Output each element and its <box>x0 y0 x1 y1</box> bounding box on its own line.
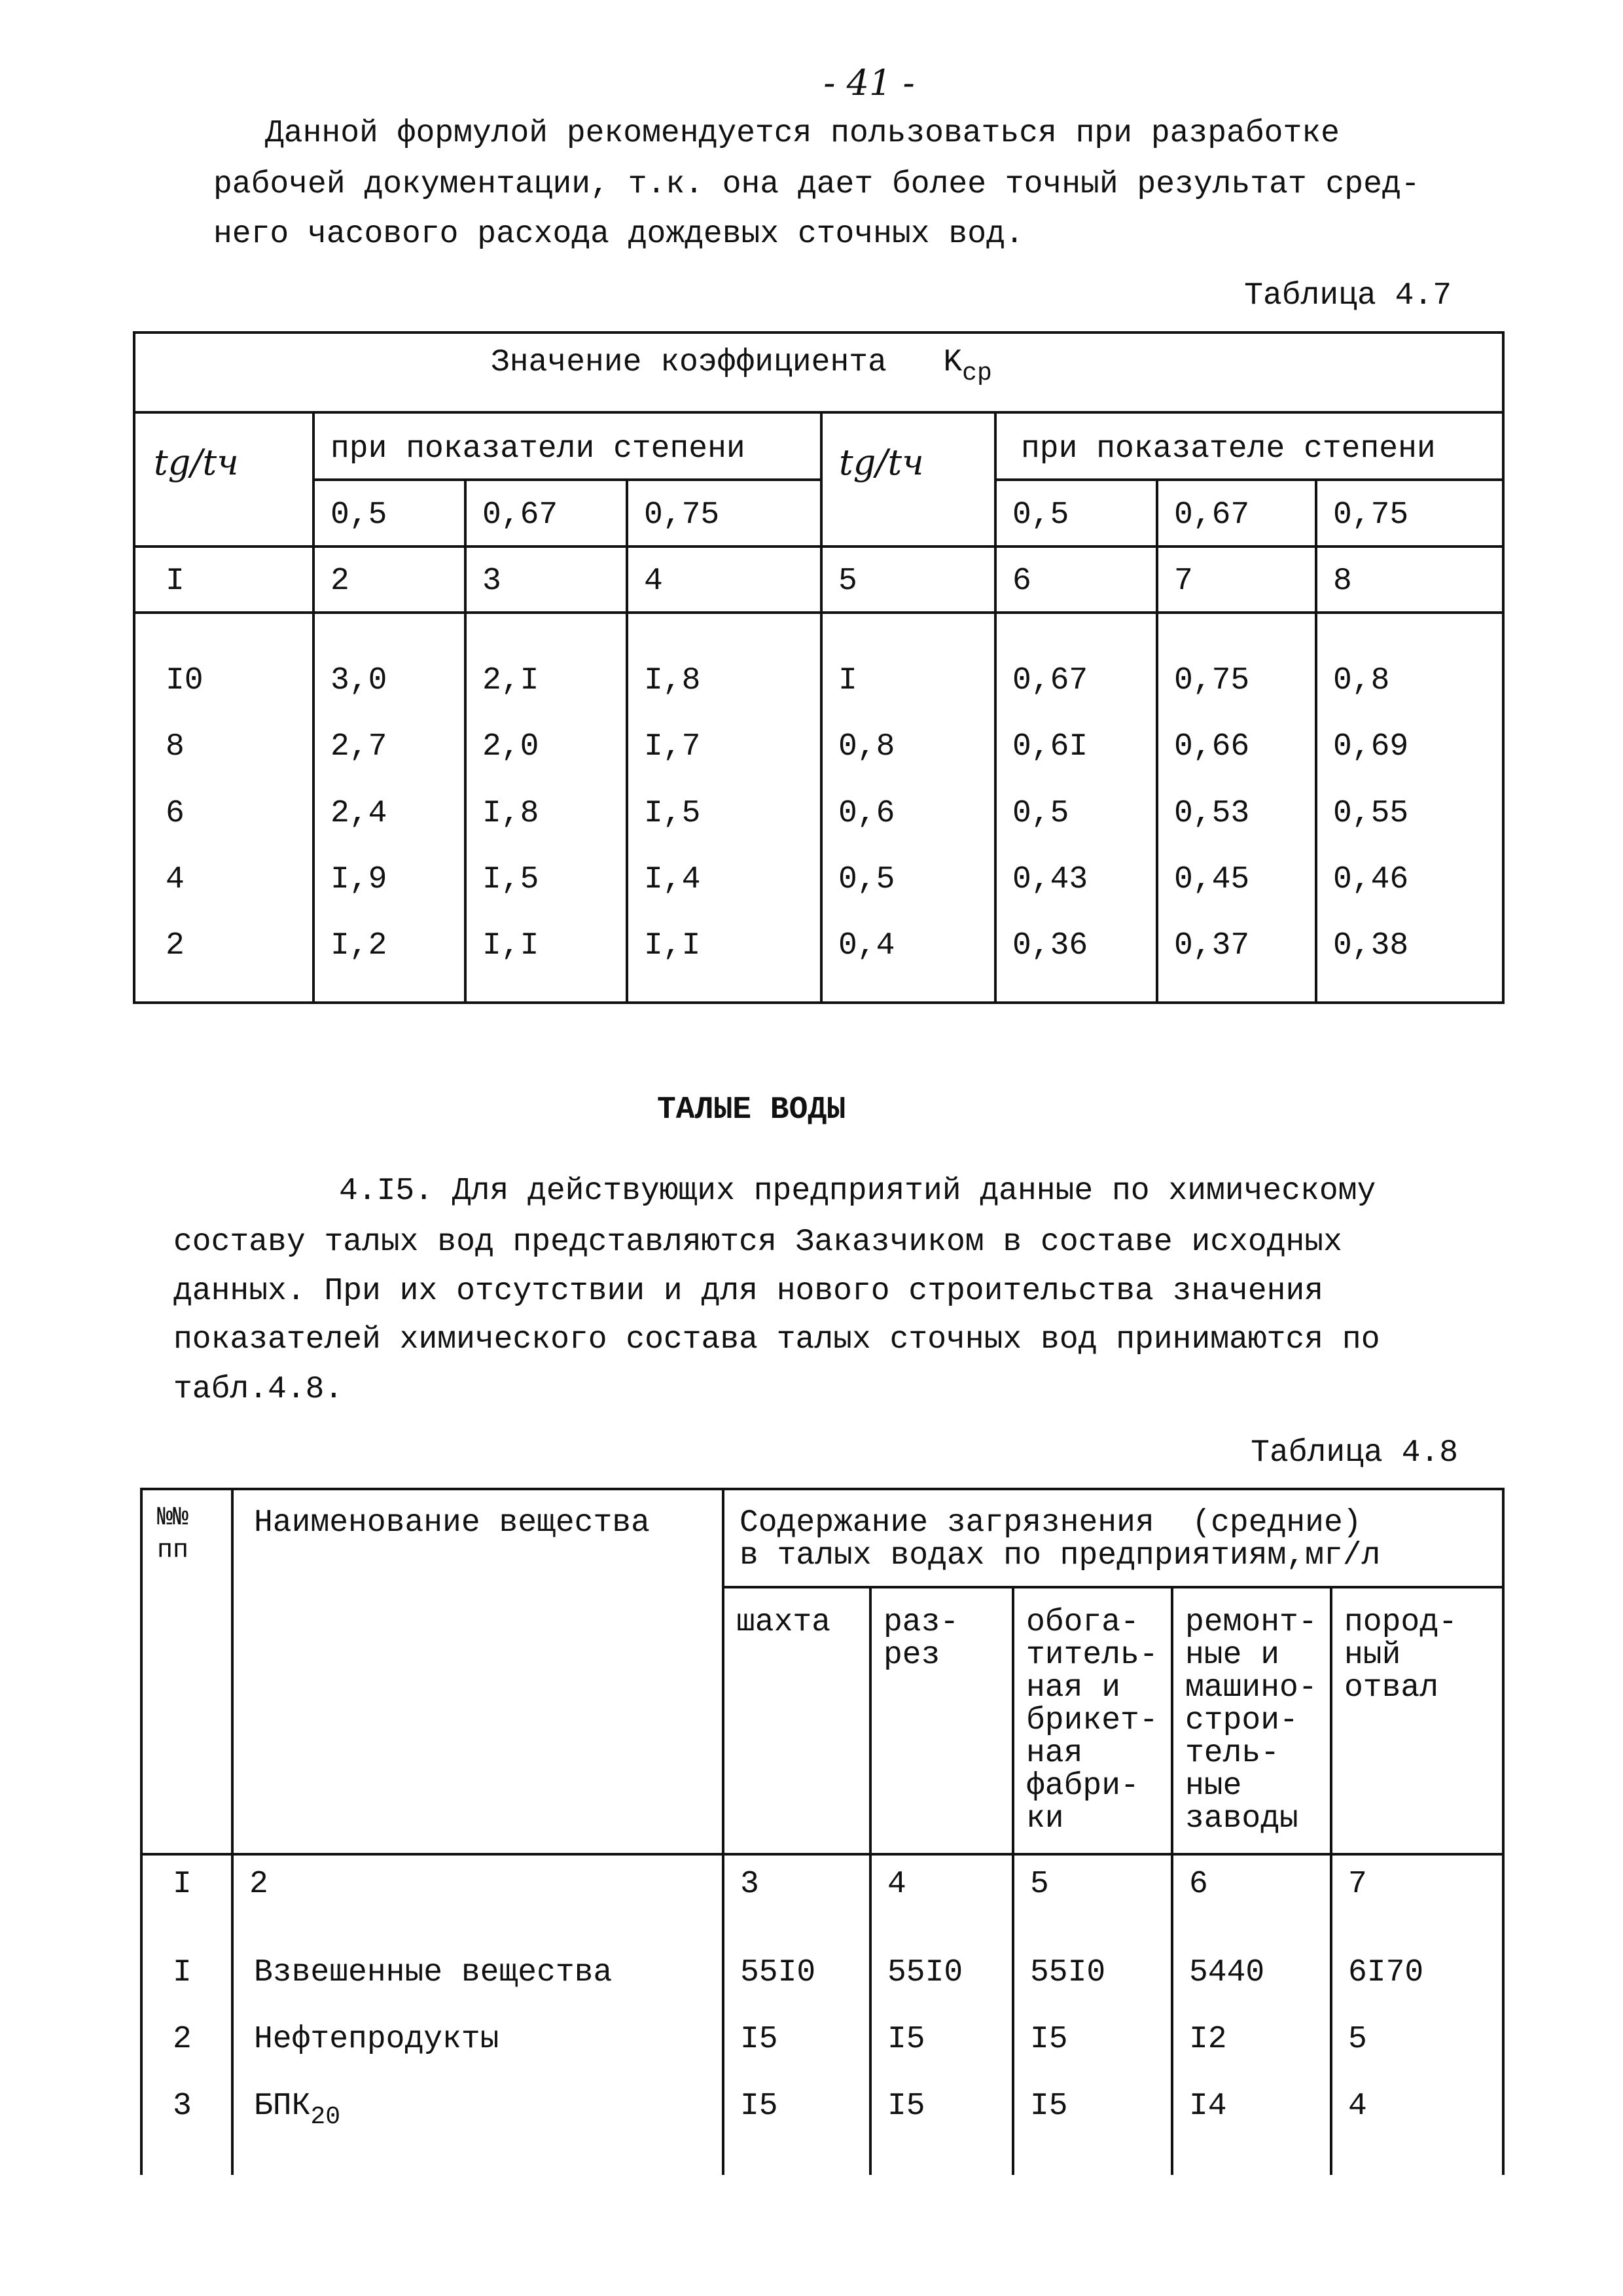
table-border-right <box>1502 1488 1505 2175</box>
table-cell: I5 <box>1030 2022 1068 2057</box>
column-number: 3 <box>740 1867 759 1902</box>
column-line <box>1330 1586 1332 2175</box>
paragraph-line: 4.I5. Для действующих предприятий данные по химическому <box>339 1174 1376 1209</box>
table-cell: 2,7 <box>330 729 387 764</box>
enterprise-header: ная <box>1026 1736 1083 1771</box>
table-cell: 0,46 <box>1333 862 1409 897</box>
table-line <box>994 478 1505 481</box>
table-cell: 0,5 <box>1012 796 1069 831</box>
exponent-header-right: при показателе степени <box>1021 431 1436 467</box>
enterprise-header: ные и <box>1185 1638 1280 1673</box>
table-cell: I,I <box>644 928 701 963</box>
substance-label: БПК <box>254 2089 311 2124</box>
table-cell: 0,4 <box>838 928 895 963</box>
name-header: Наименование вещества <box>254 1505 650 1541</box>
table-cell: 0,53 <box>1174 796 1250 831</box>
exponent-value: 0,67 <box>482 497 558 533</box>
substance-name <box>254 2024 499 2055</box>
row-number: I <box>173 1955 192 1990</box>
table-line <box>133 411 1505 414</box>
table-cell: 3,0 <box>330 663 387 698</box>
table-cell: 5 <box>1348 2022 1367 2057</box>
table-cell: I,I <box>482 928 539 963</box>
column-line <box>1156 478 1158 1001</box>
table-cell: 0,38 <box>1333 928 1409 963</box>
column-number: 6 <box>1189 1867 1208 1902</box>
table-cell: I <box>838 663 857 698</box>
table-cell: I,7 <box>644 729 701 764</box>
table-cell: 0,36 <box>1012 928 1088 963</box>
substance-name <box>254 2090 340 2130</box>
table-cell: I5 <box>1030 2089 1068 2124</box>
content-header: Содержание загрязнения (средние) <box>740 1505 1362 1541</box>
table-cell: 0,8 <box>838 729 895 764</box>
enterprise-header: ный <box>1344 1638 1401 1673</box>
column-number: 3 <box>482 564 501 599</box>
table-cell: 0,6I <box>1012 729 1088 764</box>
table-cell: I,9 <box>330 862 387 897</box>
exponent-value: 0,5 <box>1012 497 1069 533</box>
enterprise-header: раз- <box>883 1605 959 1640</box>
table-cell: 2,0 <box>482 729 539 764</box>
table-cell: 0,55 <box>1333 796 1409 831</box>
table-border-left <box>133 331 135 1004</box>
paragraph-line: табл.4.8. <box>173 1372 344 1407</box>
table-cell: 5440 <box>1189 1955 1265 1990</box>
substance-name <box>254 1957 612 1988</box>
column-number: 4 <box>644 564 663 599</box>
number-header: пп <box>157 1536 189 1566</box>
table-cell: 0,66 <box>1174 729 1250 764</box>
enterprise-header: пород- <box>1344 1605 1457 1640</box>
column-number: 6 <box>1012 564 1031 599</box>
enterprise-header: ки <box>1026 1801 1064 1837</box>
table-cell: I2 <box>1189 2022 1227 2057</box>
enterprise-header: ная и <box>1026 1670 1121 1706</box>
table-border-top <box>133 331 1505 334</box>
enterprise-header: ремонт- <box>1185 1605 1317 1640</box>
table-line <box>312 478 820 481</box>
table-border-bottom <box>133 1001 1505 1004</box>
column-number: 5 <box>838 564 857 599</box>
table-border-right <box>1502 331 1505 1004</box>
table-cell: 6I70 <box>1348 1955 1424 1990</box>
substance-subscript: 20 <box>310 2103 341 2131</box>
table-cell: I,8 <box>644 663 701 698</box>
table-cell: 0,5 <box>838 862 895 897</box>
number-header: №№ <box>157 1503 189 1533</box>
table-cell: I5 <box>740 2089 778 2124</box>
content-header: в талых водах по предприятиям,мг/л <box>740 1538 1381 1573</box>
table-cell: 2 <box>166 928 185 963</box>
enterprise-header: заводы <box>1185 1801 1298 1837</box>
table-cell: I5 <box>740 2022 778 2057</box>
table-cell: I,5 <box>482 862 539 897</box>
table-line <box>133 611 1505 614</box>
column-number: 2 <box>249 1867 268 1902</box>
enterprise-header: шахта <box>736 1605 831 1640</box>
paragraph-line: Данной формулой рекомендуется пользоваться при разработке <box>265 116 1340 151</box>
enterprise-header: фабри- <box>1026 1768 1139 1804</box>
column-line <box>994 411 997 1001</box>
column-line <box>820 411 823 1001</box>
table-cell: 6 <box>166 796 185 831</box>
table-4-7-caption: Таблица 4.7 <box>1244 278 1452 314</box>
table-cell: I0 <box>166 663 204 698</box>
column-line <box>1171 1586 1173 2175</box>
table-cell: I,4 <box>644 862 701 897</box>
table-cell: 4 <box>1348 2089 1367 2124</box>
table-cell: 0,45 <box>1174 862 1250 897</box>
table-title: Значение коэффициента $K_{ср}$ <box>491 345 992 387</box>
exponent-value: 0,67 <box>1174 497 1250 533</box>
enterprise-header: брикет- <box>1026 1703 1158 1738</box>
column-number: 5 <box>1030 1867 1049 1902</box>
paragraph-line: рабочей документации, т.к. она дает более точный результат сред- <box>213 167 1420 202</box>
row-number: 2 <box>173 2022 192 2057</box>
table-cell: 0,6 <box>838 796 895 831</box>
column-number: 8 <box>1333 564 1352 599</box>
table-border-top <box>140 1488 1505 1490</box>
column-number: 7 <box>1348 1867 1367 1902</box>
table-4-8-caption: Таблица 4.8 <box>1251 1435 1458 1471</box>
column-line <box>1315 478 1317 1001</box>
ratio-header-left: tg/tч <box>154 442 239 483</box>
column-number: 4 <box>887 1867 906 1902</box>
table-line <box>722 1586 1505 1588</box>
column-number: 2 <box>330 564 349 599</box>
table-cell: I5 <box>887 2022 925 2057</box>
exponent-value: 0,75 <box>1333 497 1409 533</box>
table-cell: 4 <box>166 862 185 897</box>
exponent-value: 0,75 <box>644 497 720 533</box>
table-cell: I,2 <box>330 928 387 963</box>
column-line <box>722 1488 724 2175</box>
table-cell: I,8 <box>482 796 539 831</box>
table-cell: 0,67 <box>1012 663 1088 698</box>
column-line <box>869 1586 872 2175</box>
ratio-header-right: tg/tч <box>839 442 924 483</box>
table-cell: 8 <box>166 729 185 764</box>
table-line <box>133 545 1505 548</box>
paragraph-line: данных. При их отсутствии и для нового строительства значения <box>173 1274 1324 1309</box>
table-cell: I5 <box>887 2089 925 2124</box>
enterprise-header: строи- <box>1185 1703 1298 1738</box>
table-cell: 2,4 <box>330 796 387 831</box>
column-line <box>312 411 315 1001</box>
page-number: - 41 - <box>823 62 915 103</box>
paragraph-line: него часового расхода дождевых сточных вод. <box>213 217 1024 252</box>
table-border-left <box>140 1488 143 2175</box>
table-cell: 55I0 <box>1030 1955 1106 1990</box>
table-cell: 2,I <box>482 663 539 698</box>
column-number: 7 <box>1174 564 1193 599</box>
paragraph-line: показателей химического состава талых сточных вод принимаются по <box>173 1322 1380 1357</box>
enterprise-header: отвал <box>1344 1670 1439 1706</box>
table-cell: 55I0 <box>740 1955 816 1990</box>
column-line <box>1012 1586 1014 2175</box>
table-cell: 0,43 <box>1012 862 1088 897</box>
column-number: I <box>166 564 185 599</box>
table-cell: I4 <box>1189 2089 1227 2124</box>
exponent-header-left: при показатели степени <box>330 431 745 467</box>
table-cell: 0,75 <box>1174 663 1250 698</box>
section-title: ТАЛЫЕ ВОДЫ <box>656 1092 846 1128</box>
column-number: I <box>173 1867 192 1902</box>
column-line <box>464 478 467 1001</box>
exponent-value: 0,5 <box>330 497 387 533</box>
table-cell: 0,8 <box>1333 663 1390 698</box>
table-cell: I,5 <box>644 796 701 831</box>
paragraph-line: составу талых вод представляются Заказчиком в составе исходных <box>173 1225 1342 1260</box>
column-line <box>626 478 628 1001</box>
substance-label: Нефтепродукты <box>254 2022 499 2057</box>
table-cell: 0,37 <box>1174 928 1250 963</box>
enterprise-header: титель- <box>1026 1638 1158 1673</box>
enterprise-header: тель- <box>1185 1736 1280 1771</box>
enterprise-header: ные <box>1185 1768 1242 1804</box>
enterprise-header: обога- <box>1026 1605 1139 1640</box>
table-cell: 0,69 <box>1333 729 1409 764</box>
column-line <box>231 1488 234 2175</box>
enterprise-header: рез <box>883 1638 940 1673</box>
enterprise-header: машино- <box>1185 1670 1317 1706</box>
substance-label: Взвешенные вещества <box>254 1955 613 1990</box>
row-number: 3 <box>173 2089 192 2124</box>
table-cell: 55I0 <box>887 1955 963 1990</box>
table-line <box>140 1853 1505 1856</box>
